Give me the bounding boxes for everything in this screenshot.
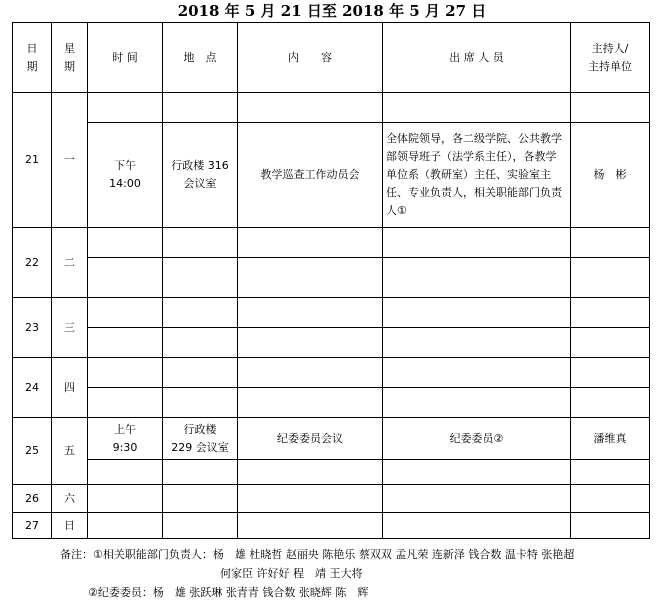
table-row — [13, 123, 650, 228]
header-content: 内 容 — [238, 23, 383, 93]
remarks-line-3: ②纪委委员：杨 雄 张跃琳 张青青 钱合数 张晓辉 陈 辉 — [88, 586, 369, 599]
table-row — [13, 298, 650, 328]
date-cell: 27 — [13, 513, 52, 539]
header-time: 时 间 — [88, 23, 163, 93]
place-cell: 行政楼 229 会议室 — [163, 418, 238, 460]
date-cell: 25 — [13, 418, 52, 485]
attendees-cell: 纪委委员② — [383, 418, 571, 460]
header-place: 地 点 — [163, 23, 238, 93]
table-row — [13, 485, 650, 513]
header-host: 主持人/ 主持单位 — [571, 23, 650, 93]
weekday-cell: 一 — [52, 93, 88, 228]
table-row — [13, 228, 650, 258]
header-row — [13, 23, 650, 93]
header-attendees: 出 席 人 员 — [383, 23, 571, 93]
remarks-line-1: 备注：①相关职能部门负责人：杨 雄 杜晓哲 赵丽央 陈艳乐 蔡双双 孟凡荣 连新泽 钱合数 温卡特 张艳超 — [60, 548, 575, 561]
time-cell: 下午 14:00 — [88, 123, 163, 228]
table-row — [13, 513, 650, 539]
time-cell: 上午 9:30 — [88, 418, 163, 460]
remarks-line-2: 何家臣 许好好 程 靖 王大将 — [220, 567, 363, 580]
place-cell: 行政楼 316 会议室 — [163, 123, 238, 228]
host-cell: 潘维真 — [571, 418, 650, 460]
schedule-table — [12, 22, 650, 539]
weekday-cell: 五 — [52, 418, 88, 485]
weekday-cell: 六 — [52, 485, 88, 513]
date-cell: 22 — [13, 228, 52, 298]
content-cell: 纪委委员会议 — [238, 418, 383, 460]
header-date: 日 期 — [13, 23, 52, 93]
date-cell: 26 — [13, 485, 52, 513]
host-cell: 杨 彬 — [571, 123, 650, 228]
table-row — [13, 418, 650, 460]
header-weekday: 星 期 — [52, 23, 88, 93]
weekday-cell: 日 — [52, 513, 88, 539]
schedule-title: 2018 年 5 月 21 日至 2018 年 5 月 27 日 — [177, 2, 487, 20]
date-cell: 21 — [13, 93, 52, 228]
remarks — [60, 545, 660, 602]
weekday-cell: 四 — [52, 358, 88, 418]
weekday-cell: 二 — [52, 228, 88, 298]
date-cell: 23 — [13, 298, 52, 358]
date-cell: 24 — [13, 358, 52, 418]
table-row — [13, 93, 650, 123]
content-cell: 教学巡查工作动员会 — [238, 123, 383, 228]
weekday-cell: 三 — [52, 298, 88, 358]
attendees-cell: 全体院领导，各二级学院、公共教学部领导班子（法学系主任），各教学单位系（教研室）主任、实验室主任、专业负责人，相关职能部门负责人① — [383, 123, 571, 228]
table-row — [13, 358, 650, 388]
